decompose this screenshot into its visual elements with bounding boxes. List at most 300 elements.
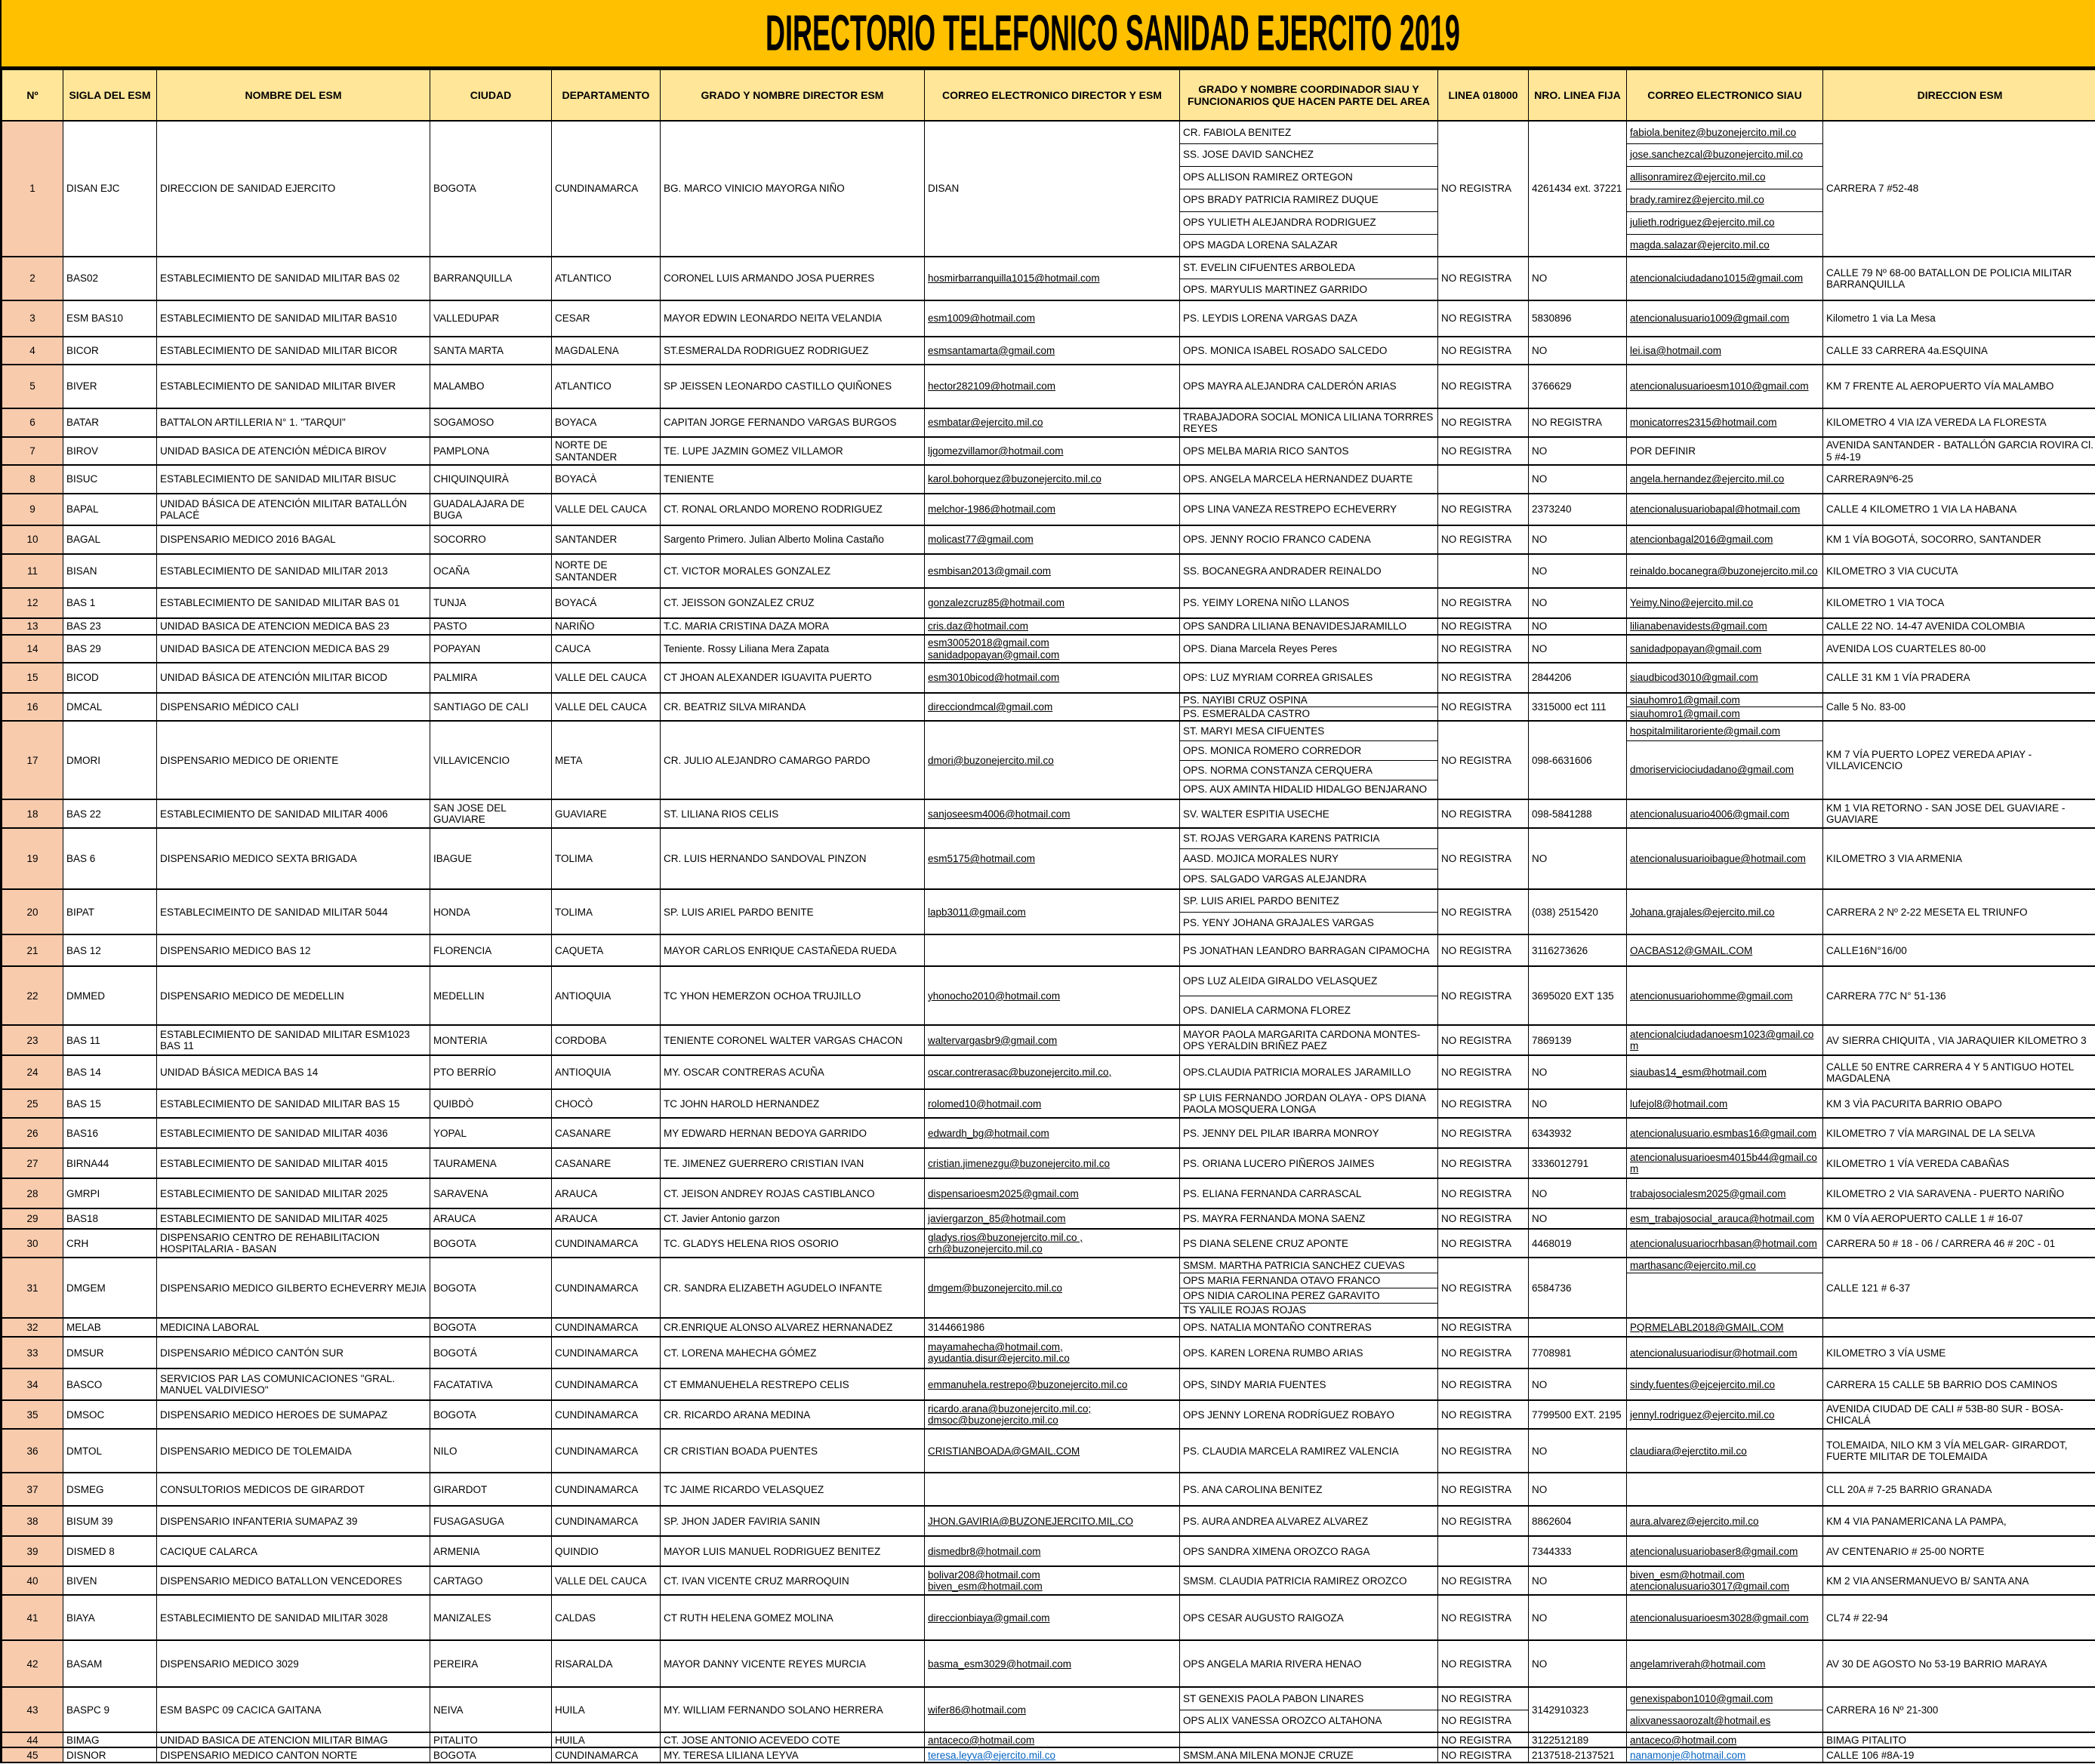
cell-depto: CUNDINAMARCA — [552, 1473, 661, 1506]
table-row — [2, 1506, 2095, 1536]
email-link[interactable]: dmgem@buzonejercito.mil.co — [928, 1282, 1063, 1294]
cell-n: 23 — [2, 1025, 63, 1055]
cell-correo — [925, 257, 1180, 300]
cell-siau — [1627, 799, 1823, 828]
cell-nombre: DISPENSARIO MEDICO DE TOLEMAIDA — [157, 1429, 430, 1473]
email-link[interactable]: siaudbicod3010@gmail.com — [1630, 672, 1758, 684]
cell-ciudad: NEIVA — [430, 1687, 552, 1732]
cell-l018: NO REGISTRA — [1438, 337, 1529, 365]
cell-siau — [1627, 121, 1823, 143]
header-coordinador-siau: GRADO Y NOMBRE COORDINADOR SIAU Y FUNCIONARIOS QUE HACEN PARTE DEL AREA — [1180, 70, 1438, 122]
email-link[interactable]: PQRMELABL2018@GMAIL.COM — [1630, 1322, 1784, 1334]
table-row — [2, 1747, 2095, 1762]
cell-director: CT RUTH HELENA GOMEZ MOLINA — [661, 1595, 925, 1640]
email-link[interactable]: emmanuhela.restrepo@buzonejercito.mil.co — [928, 1378, 1128, 1390]
cell-coord: OPS. MARYULIS MARTINEZ GARRIDO — [1180, 279, 1438, 300]
email-link[interactable]: waltervargasbr9@gmail.com — [928, 1034, 1058, 1046]
email-link[interactable]: ljgomezvillamor@hotmail.com — [928, 445, 1064, 457]
cell-correo — [925, 635, 1180, 663]
email-link[interactable]: allisonramirez@ejercito.mil.co — [1630, 171, 1766, 183]
email-link[interactable]: esm5175@hotmail.com — [928, 853, 1036, 865]
email-link[interactable]: dispensarioesm2025@gmail.com — [928, 1187, 1079, 1199]
cell-director: TENIENTE — [661, 465, 925, 494]
cell-n: 43 — [2, 1687, 63, 1732]
email-link[interactable]: siauhomro1@gmail.com — [1630, 708, 1740, 720]
cell-sigla: BAS 6 — [63, 828, 157, 889]
cell-direccion: CL74 # 22-94 — [1823, 1595, 2095, 1640]
cell-nombre: DISPENSARIO MEDICO 2016 BAGAL — [157, 525, 430, 554]
cell-n: 30 — [2, 1229, 63, 1258]
email-link[interactable]: atencionalusuarioesm4015b44@gmail.com — [1630, 1152, 1817, 1175]
cell-depto: CUNDINAMARCA — [552, 1229, 661, 1258]
cell-n: 11 — [2, 554, 63, 588]
email-link[interactable]: direcciondmcal@gmail.com — [928, 701, 1053, 713]
cell-ciudad: SOCORRO — [430, 525, 552, 554]
email-link[interactable]: ayudantia.disur@ejercito.mil.co — [928, 1353, 1070, 1365]
email-link[interactable]: sanjoseesm4006@hotmail.com — [928, 808, 1071, 820]
cell-coord: SMSM. CLAUDIA PATRICIA RAMIREZ OROZCO — [1180, 1566, 1438, 1595]
cell-director: Teniente. Rossy Liliana Mera Zapata — [661, 635, 925, 663]
cell-depto: ANTIOQUIA — [552, 966, 661, 1025]
email-link[interactable]: sanidadpopayan@gmail.com — [1630, 642, 1762, 654]
cell-direccion: CALLE 22 NO. 14-47 AVENIDA COLOMBIA — [1823, 618, 2095, 635]
cell-siau — [1627, 1025, 1823, 1055]
email-link[interactable]: dmsoc@buzonejercito.mil.co — [928, 1415, 1058, 1427]
cell-n: 7 — [2, 437, 63, 465]
email-link[interactable]: biven_esm@hotmail.com — [1630, 1569, 1745, 1581]
cell-sigla: DMSOC — [63, 1400, 157, 1429]
cell-director: TC YHON HEMERZON OCHOA TRUJILLO — [661, 966, 925, 1025]
email-link[interactable]: wifer86@hotmail.com — [928, 1704, 1026, 1716]
cell-direccion: AVENIDA LOS CUARTELES 80-00 — [1823, 635, 2095, 663]
email-link[interactable]: cristian.jimenezgu@buzonejercito.mil.co — [928, 1157, 1111, 1169]
cell-director: TC JOHN HAROLD HERNANDEZ — [661, 1089, 925, 1118]
email-link[interactable]: gonzalezcruz85@hotmail.com — [928, 597, 1065, 609]
cell-depto: ANTIOQUIA — [552, 1055, 661, 1089]
cell-depto: BOYACÁ — [552, 588, 661, 618]
cell-depto: CAQUETA — [552, 934, 661, 966]
header-ciudad: CIUDAD — [430, 70, 552, 122]
cell-siau — [1627, 1089, 1823, 1118]
email-link[interactable]: esmbatar@ejercito.mil.co — [928, 417, 1043, 429]
cell-nombre: ESTABLECIMIENTO DE SANIDAD MILITAR 3028 — [157, 1595, 430, 1640]
cell-direccion: KILOMETRO 1 VIA TOCA — [1823, 588, 2095, 618]
email-link[interactable]: lilianabenavidests@gmail.com — [1630, 620, 1767, 633]
cell-n: 37 — [2, 1473, 63, 1506]
email-link[interactable]: javiergarzon_85@hotmail.com — [928, 1213, 1066, 1225]
email-link[interactable]: lapb3011@gmail.com — [928, 906, 1026, 918]
cell-depto: RISARALDA — [552, 1640, 661, 1687]
cell-ciudad: NILO — [430, 1429, 552, 1473]
cell-correo — [925, 1506, 1180, 1536]
cell-n: 26 — [2, 1118, 63, 1148]
cell-depto: NARIÑO — [552, 618, 661, 635]
cell-l018: NO REGISTRA — [1438, 1118, 1529, 1148]
email-link[interactable]: edwardh_bg@hotmail.com — [928, 1127, 1049, 1139]
email-link[interactable]: yhonocho2010@hotmail.com — [928, 990, 1061, 1002]
table-row — [2, 1055, 2095, 1089]
email-link[interactable]: marthasanc@ejercito.mil.co — [1630, 1259, 1756, 1271]
cell-depto: CUNDINAMARCA — [552, 1337, 661, 1368]
header-linea-fija: NRO. LINEA FIJA — [1529, 70, 1627, 122]
cell-depto: HUILA — [552, 1732, 661, 1747]
cell-nombre: ESTABLECIMIENTO DE SANIDAD MILITAR BAS 15 — [157, 1089, 430, 1118]
email-link[interactable]: cris.daz@hotmail.com — [928, 620, 1028, 633]
email-link[interactable]: reinaldo.bocanegra@buzonejercito.mil.co — [1630, 565, 1818, 577]
cell-coord: PS. ANA CAROLINA BENITEZ — [1180, 1473, 1438, 1506]
cell-depto: CAUCA — [552, 635, 661, 663]
email-link[interactable]: antaceco@hotmail.com — [1630, 1734, 1737, 1746]
cell-direccion — [1823, 1318, 2095, 1337]
email-link[interactable]: jennyl.rodriguez@ejercito.mil.co — [1630, 1408, 1775, 1421]
email-link[interactable]: atencionalusuarioibague@hotmail.com — [1630, 853, 1806, 865]
cell-l018: NO REGISTRA — [1438, 663, 1529, 693]
cell-coord: TS YALILE ROJAS ROJAS — [1180, 1303, 1438, 1318]
table-row — [2, 337, 2095, 365]
cell-ciudad: VILLAVICENCIO — [430, 721, 552, 799]
cell-fija: 8862604 — [1529, 1506, 1627, 1536]
email-link[interactable]: atencionalusuariobaser8@gmail.com — [1630, 1545, 1798, 1557]
cell-depto: VALLE DEL CAUCA — [552, 494, 661, 525]
cell-correo — [925, 1258, 1180, 1318]
cell-l018: NO REGISTRA — [1438, 1747, 1529, 1762]
email-link[interactable]: esm1009@hotmail.com — [928, 312, 1036, 325]
email-link[interactable]: biven_esm@hotmail.com — [928, 1581, 1043, 1593]
cell-n: 20 — [2, 889, 63, 934]
cell-siau — [1627, 663, 1823, 693]
table-row — [2, 1089, 2095, 1118]
cell-nombre: ESTABLECIMIENTO DE SANIDAD MILITAR BAS 01 — [157, 588, 430, 618]
email-link[interactable]: dismedbr8@hotmail.com — [928, 1545, 1041, 1557]
cell-n: 34 — [2, 1368, 63, 1400]
cell-siau — [1627, 707, 1823, 722]
email-link[interactable]: nanamonje@hotmail.com — [1630, 1749, 1746, 1761]
cell-correo — [925, 300, 1180, 337]
cell-ciudad: POPAYAN — [430, 635, 552, 663]
email-link[interactable]: angela.hernandez@ejercito.mil.co — [1630, 473, 1785, 485]
cell-coord: PS. YEIMY LORENA NIÑO LLANOS — [1180, 588, 1438, 618]
cell-l018: NO REGISTRA — [1438, 437, 1529, 465]
email-link[interactable]: esm30052018@gmail.com — [928, 637, 1049, 649]
cell-nombre: DISPENSARIO MEDICO DE ORIENTE — [157, 721, 430, 799]
cell-siau — [1627, 554, 1823, 588]
cell-nombre: UNIDAD BASICA DE ATENCION MEDICA BAS 29 — [157, 635, 430, 663]
cell-l018 — [1438, 465, 1529, 494]
cell-siau — [1627, 465, 1823, 494]
email-link[interactable]: molicast77@gmail.com — [928, 534, 1034, 546]
cell-fija: NO — [1529, 465, 1627, 494]
cell-coord: OPS. MONICA ISABEL ROSADO SALCEDO — [1180, 337, 1438, 365]
email-link[interactable]: magda.salazar@ejercito.mil.co — [1630, 239, 1770, 251]
cell-depto: VALLE DEL CAUCA — [552, 663, 661, 693]
cell-l018: NO REGISTRA — [1438, 1710, 1529, 1732]
email-link[interactable]: antaceco@hotmail.com — [928, 1734, 1035, 1746]
email-link[interactable]: siauhomro1@gmail.com — [1630, 694, 1740, 706]
cell-l018: NO REGISTRA — [1438, 1208, 1529, 1229]
email-link[interactable]: atencionalusuario4006@gmail.com — [1630, 808, 1790, 820]
cell-n: 44 — [2, 1732, 63, 1747]
cell-ciudad: OCAÑA — [430, 554, 552, 588]
email-link[interactable]: lufejol8@hotmail.com — [1630, 1097, 1728, 1110]
cell-sigla: BAS 23 — [63, 618, 157, 635]
email-link[interactable]: esmsantamarta@gmail.com — [928, 344, 1055, 356]
email-link[interactable]: mayamahecha@hotmail.com, — [928, 1341, 1063, 1353]
cell-nombre: DIRECCION DE SANIDAD EJERCITO — [157, 121, 430, 257]
email-link[interactable]: fabiola.benitez@buzonejercito.mil.co — [1630, 126, 1797, 138]
email-link[interactable]: hosmirbarranquilla1015@hotmail.com — [928, 272, 1100, 285]
email-link[interactable]: esm3010bicod@hotmail.com — [928, 672, 1060, 684]
cell-ciudad: PAMPLONA — [430, 437, 552, 465]
cell-director: CT. JEISSON GONZALEZ CRUZ — [661, 588, 925, 618]
email-link[interactable]: Johana.grajales@ejercito.mil.co — [1630, 906, 1775, 918]
email-link[interactable]: atencionusuariohomme@gmail.com — [1630, 990, 1793, 1002]
cell-coord: PS. YENY JOHANA GRAJALES VARGAS — [1180, 912, 1438, 934]
cell-siau — [1627, 1400, 1823, 1429]
cell-coord: OPS YULIETH ALEJANDRA RODRIGUEZ — [1180, 211, 1438, 234]
email-link[interactable]: lei.isa@hotmail.com — [1630, 344, 1721, 356]
email-link[interactable]: genexispabon1010@gmail.com — [1630, 1692, 1773, 1704]
cell-direccion: KM 0 VÍA AEROPUERTO CALLE 1 # 16-07 — [1823, 1208, 2095, 1229]
email-link[interactable]: atencionalusuario.esmbas16@gmail.com — [1630, 1127, 1817, 1139]
email-link[interactable]: teresa.leyva@ejercito.mil.co — [928, 1749, 1056, 1761]
cell-direccion: KM 7 VÍA PUERTO LOPEZ VEREDA APIAY - VILLAVICENCIO — [1823, 721, 2095, 799]
table-row — [2, 1368, 2095, 1400]
cell-coord: OPS LINA VANEZA RESTREPO ECHEVERRY — [1180, 494, 1438, 525]
cell-sigla: BAS 1 — [63, 588, 157, 618]
cell-fija: 7799500 EXT. 2195 — [1529, 1400, 1627, 1429]
cell-direccion: CALLE16N°16/00 — [1823, 934, 2095, 966]
email-link[interactable]: atencionalusuario1009@gmail.com — [1630, 312, 1790, 325]
header-sigla: SIGLA DEL ESM — [63, 70, 157, 122]
cell-correo — [925, 889, 1180, 934]
table-row — [2, 1732, 2095, 1747]
cell-sigla: DSMEG — [63, 1473, 157, 1506]
email-link[interactable]: alixvanessaorozalt@hotmail.es — [1630, 1715, 1771, 1727]
email-link[interactable]: dmori@buzonejercito.mil.co — [928, 754, 1054, 766]
email-link[interactable]: hector282109@hotmail.com — [928, 380, 1056, 393]
table-row — [2, 494, 2095, 525]
email-link[interactable]: julieth.rodriguez@ejercito.mil.co — [1630, 217, 1775, 229]
table-body — [2, 121, 2095, 1762]
cell-ciudad: SANTIAGO DE CALI — [430, 693, 552, 721]
cell-depto: ATLANTICO — [552, 257, 661, 300]
cell-nombre: DISPENSARIO MÉDICO CALI — [157, 693, 430, 721]
cell-ciudad: ARMENIA — [430, 1536, 552, 1566]
cell-director: CR. JULIO ALEJANDRO CAMARGO PARDO — [661, 721, 925, 799]
cell-sigla: BIROV — [63, 437, 157, 465]
cell-nombre: DISPENSARIO MEDICO SEXTA BRIGADA — [157, 828, 430, 889]
email-link[interactable]: trabajosocialesm2025@gmail.com — [1630, 1187, 1786, 1199]
cell-ciudad: HONDA — [430, 889, 552, 934]
cell-l018: NO REGISTRA — [1438, 799, 1529, 828]
email-link[interactable]: crh@buzonejercito.mil.co — [928, 1243, 1043, 1255]
cell-correo — [925, 365, 1180, 408]
cell-nombre: UNIDAD BASICA DE ATENCION MEDICA BAS 23 — [157, 618, 430, 635]
cell-direccion: KM 1 VIA RETORNO - SAN JOSE DEL GUAVIARE - GUAVIARE — [1823, 799, 2095, 828]
cell-nombre: ESTABLECIMIENTO DE SANIDAD MILITAR 2025 — [157, 1178, 430, 1208]
cell-sigla: MELAB — [63, 1318, 157, 1337]
cell-ciudad: PALMIRA — [430, 663, 552, 693]
cell-coord: OPS CESAR AUGUSTO RAIGOZA — [1180, 1595, 1438, 1640]
cell-n: 9 — [2, 494, 63, 525]
cell-correo — [925, 1536, 1180, 1566]
cell-direccion: CARRERA 16 Nº 21-300 — [1823, 1687, 2095, 1732]
cell-siau — [1627, 618, 1823, 635]
table-row — [2, 1687, 2095, 1710]
header-linea-018000: LINEA 018000 — [1438, 70, 1529, 122]
cell-n: 12 — [2, 588, 63, 618]
cell-sigla: CRH — [63, 1229, 157, 1258]
cell-correo — [925, 1473, 1180, 1506]
email-link[interactable]: claudiara@ejerctito.mil.co — [1630, 1445, 1747, 1457]
cell-direccion: CARRERA 50 # 18 - 06 / CARRERA 46 # 20C - 01 — [1823, 1229, 2095, 1258]
email-link[interactable]: melchor-1986@hotmail.com — [928, 503, 1056, 516]
email-link[interactable]: OACBAS12@GMAIL.COM — [1630, 944, 1753, 956]
email-link[interactable]: sindy.fuentes@ejcejercito.mil.co — [1630, 1378, 1776, 1390]
cell-ciudad: ARAUCA — [430, 1208, 552, 1229]
email-link[interactable]: siaubas14_esm@hotmail.com — [1630, 1067, 1767, 1079]
email-link[interactable]: gladys.rios@buzonejercito.mil.co , — [928, 1232, 1083, 1244]
cell-coord: PS. AURA ANDREA ALVAREZ ALVAREZ — [1180, 1506, 1438, 1536]
email-link[interactable]: monicatorres2315@hotmail.com — [1630, 417, 1777, 429]
email-link[interactable]: atencionalusuariodisur@hotmail.com — [1630, 1347, 1798, 1359]
cell-n: 10 — [2, 525, 63, 554]
cell-sigla: BISUC — [63, 465, 157, 494]
cell-coord: OPS. ANGELA MARCELA HERNANDEZ DUARTE — [1180, 465, 1438, 494]
cell-direccion: Calle 5 No. 83-00 — [1823, 693, 2095, 721]
email-link[interactable]: aura.alvarez@ejercito.mil.co — [1630, 1515, 1759, 1527]
cell-correo — [925, 618, 1180, 635]
cell-nombre: ESTABLECIMIENTO DE SANIDAD MILITAR BIVER — [157, 365, 430, 408]
cell-siau — [1627, 1506, 1823, 1536]
cell-director: CR. BEATRIZ SILVA MIRANDA — [661, 693, 925, 721]
cell-l018: NO REGISTRA — [1438, 1473, 1529, 1506]
email-link[interactable]: dmoriserviciociudadano@gmail.com — [1630, 764, 1795, 776]
email-link[interactable]: JHON.GAVIRIA@BUZONEJERCITO.MIL.CO — [928, 1515, 1133, 1527]
cell-sigla: BIAYA — [63, 1595, 157, 1640]
cell-l018: NO REGISTRA — [1438, 721, 1529, 799]
email-link[interactable]: rolomed10@hotmail.com — [928, 1097, 1042, 1110]
email-link[interactable]: atencionalusuariocrhbasan@hotmail.com — [1630, 1237, 1817, 1249]
cell-fija: 6343932 — [1529, 1118, 1627, 1148]
email-link[interactable]: oscar.contrerasac@buzonejercito.mil.co, — [928, 1067, 1112, 1079]
email-link[interactable]: direccionbiaya@gmail.com — [928, 1612, 1050, 1624]
cell-correo — [925, 465, 1180, 494]
cell-n: 15 — [2, 663, 63, 693]
email-link[interactable]: sanidadpopayan@gmail.com — [928, 648, 1060, 660]
cell-coord: SV. WALTER ESPITIA USECHE — [1180, 799, 1438, 828]
email-link[interactable]: hospitalmilitaroriente@gmail.com — [1630, 725, 1781, 737]
cell-correo — [925, 588, 1180, 618]
email-link[interactable]: atencionbagal2016@gmail.com — [1630, 534, 1773, 546]
cell-fija: NO — [1529, 588, 1627, 618]
email-link[interactable]: esm_trabajosocial_arauca@hotmail.com — [1630, 1213, 1815, 1225]
email-link[interactable]: bolivar208@hotmail.com — [928, 1569, 1040, 1581]
table-row — [2, 1536, 2095, 1566]
email-link[interactable]: atencionalciudadano1015@gmail.com — [1630, 272, 1804, 285]
cell-l018: NO REGISTRA — [1438, 693, 1529, 721]
cell-l018: NO REGISTRA — [1438, 494, 1529, 525]
header-correo-siau: CORREO ELECTRONICO SIAU — [1627, 70, 1823, 122]
email-link[interactable]: atencionalusuarioesm3028@gmail.com — [1630, 1612, 1809, 1624]
cell-l018: NO REGISTRA — [1438, 1178, 1529, 1208]
cell-siau — [1627, 889, 1823, 934]
table-row — [2, 465, 2095, 494]
email-link[interactable]: atencionalciudadanoesm1023@gmail.com — [1630, 1029, 1814, 1052]
cell-coord: OPS MAYRA ALEJANDRA CALDERÓN ARIAS — [1180, 365, 1438, 408]
cell-siau — [1627, 828, 1823, 889]
email-link[interactable]: esmbisan2013@gmail.com — [928, 565, 1052, 577]
email-link[interactable]: brady.ramirez@ejercito.mil.co — [1630, 194, 1764, 206]
cell-l018: NO REGISTRA — [1438, 934, 1529, 966]
cell-sigla: BAS18 — [63, 1208, 157, 1229]
cell-ciudad: CHIQUINQUIRÀ — [430, 465, 552, 494]
table-row — [2, 799, 2095, 828]
cell-n: 28 — [2, 1178, 63, 1208]
email-link[interactable]: jose.sanchezcal@buzonejercito.mil.co — [1630, 149, 1804, 161]
table-row — [2, 1473, 2095, 1506]
cell-l018: NO REGISTRA — [1438, 635, 1529, 663]
cell-depto: CUNDINAMARCA — [552, 1506, 661, 1536]
cell-n: 22 — [2, 966, 63, 1025]
cell-l018: NO REGISTRA — [1438, 1732, 1529, 1747]
cell-l018: NO REGISTRA — [1438, 1368, 1529, 1400]
cell-depto: CUNDINAMARCA — [552, 1400, 661, 1429]
cell-director: Sargento Primero. Julian Alberto Molina Castaño — [661, 525, 925, 554]
cell-nombre: ESTABLECIMIENTO DE SANIDAD MILITAR 4015 — [157, 1148, 430, 1178]
email-link[interactable]: atencionalusuarioesm1010@gmail.com — [1630, 380, 1809, 393]
cell-l018: NO REGISTRA — [1438, 1337, 1529, 1368]
cell-depto: QUINDIO — [552, 1536, 661, 1566]
email-link[interactable]: karol.bohorquez@buzonejercito.mil.co — [928, 473, 1101, 485]
cell-siau — [1627, 588, 1823, 618]
cell-ciudad: MANIZALES — [430, 1595, 552, 1640]
email-link[interactable]: basma_esm3029@hotmail.com — [928, 1658, 1072, 1670]
cell-depto: TOLIMA — [552, 889, 661, 934]
email-link[interactable]: ricardo.arana@buzonejercito.mil.co; — [928, 1403, 1092, 1415]
cell-nombre: ESTABLECIMIENTO DE SANIDAD MILITAR BICOR — [157, 337, 430, 365]
table-row — [2, 1229, 2095, 1258]
email-link[interactable]: Yeimy.Nino@ejercito.mil.co — [1630, 597, 1754, 609]
cell-ciudad: FLORENCIA — [430, 934, 552, 966]
cell-correo — [925, 525, 1180, 554]
cell-sigla: BAPAL — [63, 494, 157, 525]
cell-coord: OPS. NATALIA MONTAÑO CONTRERAS — [1180, 1318, 1438, 1337]
cell-n: 16 — [2, 693, 63, 721]
cell-coord: TRABAJADORA SOCIAL MONICA LILIANA TORRRES REYES — [1180, 408, 1438, 437]
table-row — [2, 1318, 2095, 1337]
table-row — [2, 1400, 2095, 1429]
cell-nombre: UNIDAD BASICA DE ATENCIÓN MÉDICA BIROV — [157, 437, 430, 465]
table-row — [2, 1640, 2095, 1687]
cell-director: MAYOR LUIS MANUEL RODRIGUEZ BENITEZ — [661, 1536, 925, 1566]
email-link[interactable]: angelamriverah@hotmail.com — [1630, 1658, 1766, 1670]
cell-sigla: BATAR — [63, 408, 157, 437]
cell-ciudad: FUSAGASUGA — [430, 1506, 552, 1536]
cell-direccion: KILOMETRO 7 VÍA MARGINAL DE LA SELVA — [1823, 1118, 2095, 1148]
table-row — [2, 408, 2095, 437]
cell-n: 27 — [2, 1148, 63, 1178]
cell-direccion: CALLE 4 KILOMETRO 1 VIA LA HABANA — [1823, 494, 2095, 525]
cell-fija: (038) 2515420 — [1529, 889, 1627, 934]
email-link[interactable]: CRISTIANBOADA@GMAIL.COM — [928, 1445, 1080, 1457]
cell-n: 33 — [2, 1337, 63, 1368]
email-link[interactable]: atencionalusuariobapal@hotmail.com — [1630, 503, 1801, 516]
cell-n: 32 — [2, 1318, 63, 1337]
table-row — [2, 693, 2095, 707]
cell-fija: NO REGISTRA — [1529, 408, 1627, 437]
email-link[interactable]: atencionalusuario3017@gmail.com — [1630, 1581, 1790, 1593]
